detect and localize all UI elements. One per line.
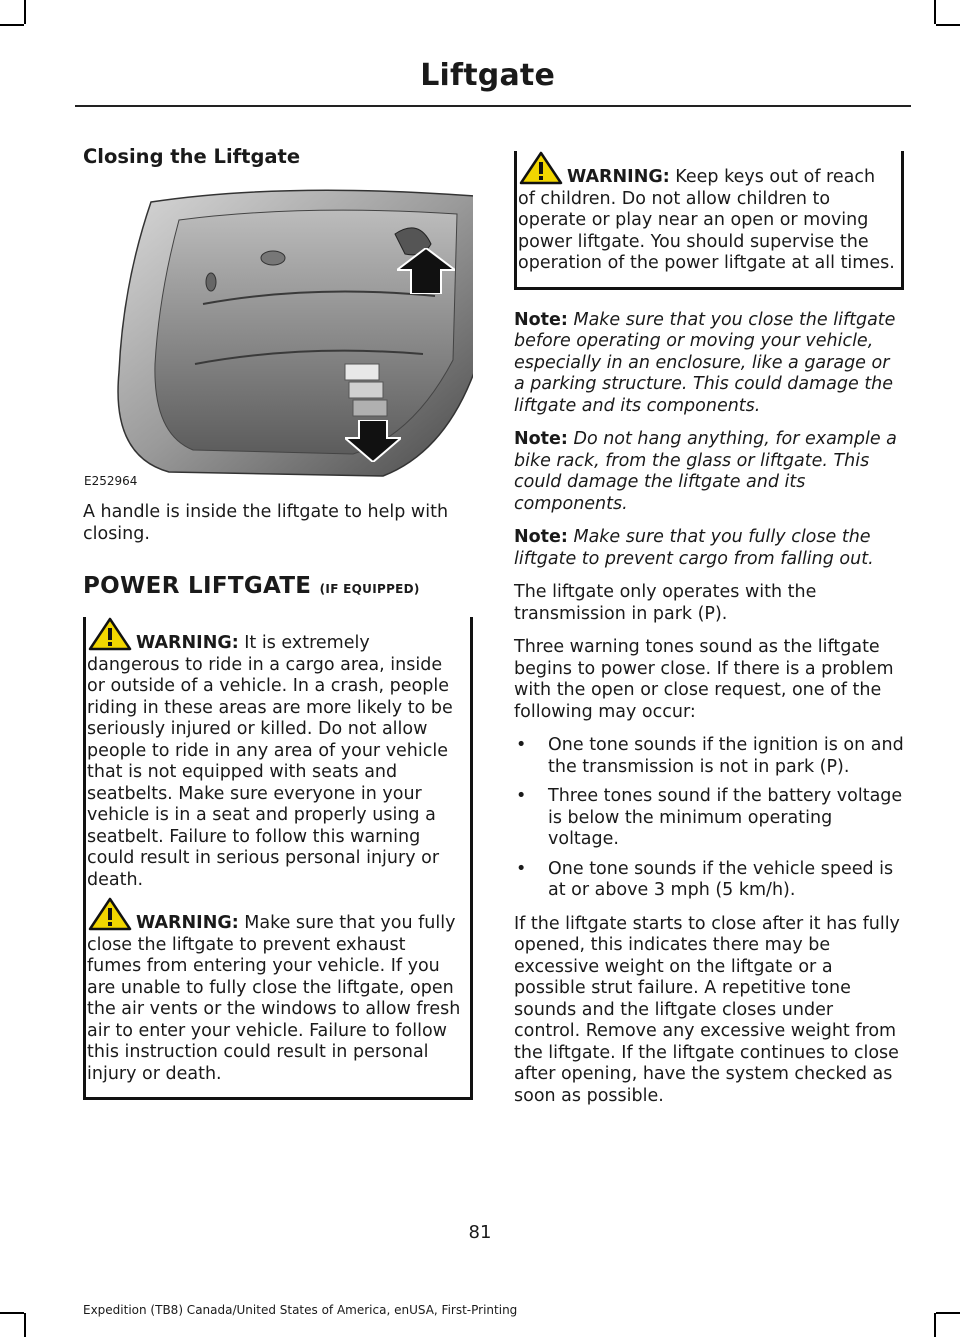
crop-mark [936,24,960,26]
crop-mark [934,0,936,24]
note-label: Note: [514,429,568,449]
warning-box-left [83,617,473,1100]
list-item: • One tone sounds if the vehicle speed is at or above 3 mph (5 km/h). [516,858,894,900]
warning-exhaust [87,897,464,1085]
crop-mark [24,0,26,24]
note-do-not-hang [514,429,904,515]
warning-label: WARNING: [567,167,670,187]
note-text: Make sure that you fully close the liftgate to prevent cargo from falling out. [514,527,874,569]
page-number: 81 [468,1222,492,1243]
tone-list [514,735,904,902]
crop-mark [24,1313,26,1337]
note-label: Note: [514,309,568,330]
warning-triangle-icon [88,897,132,931]
bullet-icon: • [516,735,527,755]
liftgate-illustration [83,184,473,488]
warning-box-right [514,151,904,290]
warning-triangle-icon [88,617,132,651]
bullet-icon: • [516,858,527,879]
warning-label: WARNING: [136,913,239,933]
liftgate-drawing [83,184,473,488]
page-footer: Expedition (TB8) Canada/United States of America, enUSA, First-Printing [83,1303,518,1317]
bullet-icon: • [516,786,527,806]
warning-text: Keep keys out of reach of children. Do not allow children to operate or play near an open or moving power liftgate. You should supervise the operation of the power liftgate at all times. [518,167,895,273]
section-suffix: (IF EQUIPPED) [319,582,420,596]
arrow-down-icon [345,420,401,462]
note-cargo [514,527,904,570]
arrow-up-icon [397,248,455,294]
note-text: Make sure that you close the liftgate before operating or moving your vehicle, especially in an enclosure, like a garage or a parking structure. This could damage the liftgate and its components. [514,309,896,416]
crop-mark [936,1312,960,1314]
warning-text: It is extremely dangerous to ride in a cargo area, inside or outside of a vehicle. In a crash, people riding in these areas are more likely to be seriously injured or killed. Do not allow people to ride in any area of your vehicle that is not equipped with seats and seatbelts. Make sure everyone in your vehicle is in a seat and properly using a seatbelt. Failure to follow this warning could result in serious personal injury or death. [87,633,453,890]
closing-instruction: A handle is inside the liftgate to help with closing. [83,502,449,544]
left-column [83,145,473,1100]
power-liftgate-heading [83,573,473,599]
transmission-park-paragraph: The liftgate only operates with the transmission in park (P). [514,582,817,624]
closing-liftgate-heading: Closing the Liftgate [83,145,301,168]
list-item: • One tone sounds if the ignition is on and the transmission is not in park (P). [516,735,904,777]
warning-triangle-icon [519,151,563,185]
note-close-before-moving [514,310,904,418]
warning-text: Make sure that you fully close the liftgate to prevent exhaust fumes from entering your vehicle. If you are unable to fully close the liftgate, open the air vents or the windows to allow fresh air to enter your vehicle. Failure to follow this instruction could result in personal injury or death. [87,913,461,1084]
note-label: Note: [514,527,568,547]
warning-keys [518,151,895,275]
figure-code: E252964 [84,474,138,488]
warning-tones-paragraph: Three warning tones sound as the liftgate begins to power close. If there is a problem with the open or close request, one of the following may occur: [514,637,894,722]
warning-ride-cargo [87,617,464,891]
strut-failure-paragraph: If the liftgate starts to close after it has fully opened, this indicates there may be excessive weight on the liftgate or a possible strut failure. A repetitive tone sounds and the liftgate closes under control. Remove any excessive weight from the liftgate. If the liftgate continues to close after opening, have the system checked as soon as possible. [514,913,900,1106]
list-item: • Three tones sound if the battery voltage is below the minimum operating voltage. [516,786,903,849]
warning-label: WARNING: [136,633,239,653]
section-title: POWER LIFTGATE [83,573,312,599]
page-header-title: Liftgate [420,58,555,93]
crop-mark [934,1313,936,1337]
right-column [514,145,904,1119]
header-divider [75,105,911,107]
crop-mark [0,1312,24,1314]
note-text: Do not hang anything, for example a bike rack, from the glass or liftgate. This could damage the liftgate and its components. [514,429,897,514]
crop-mark [0,24,24,26]
